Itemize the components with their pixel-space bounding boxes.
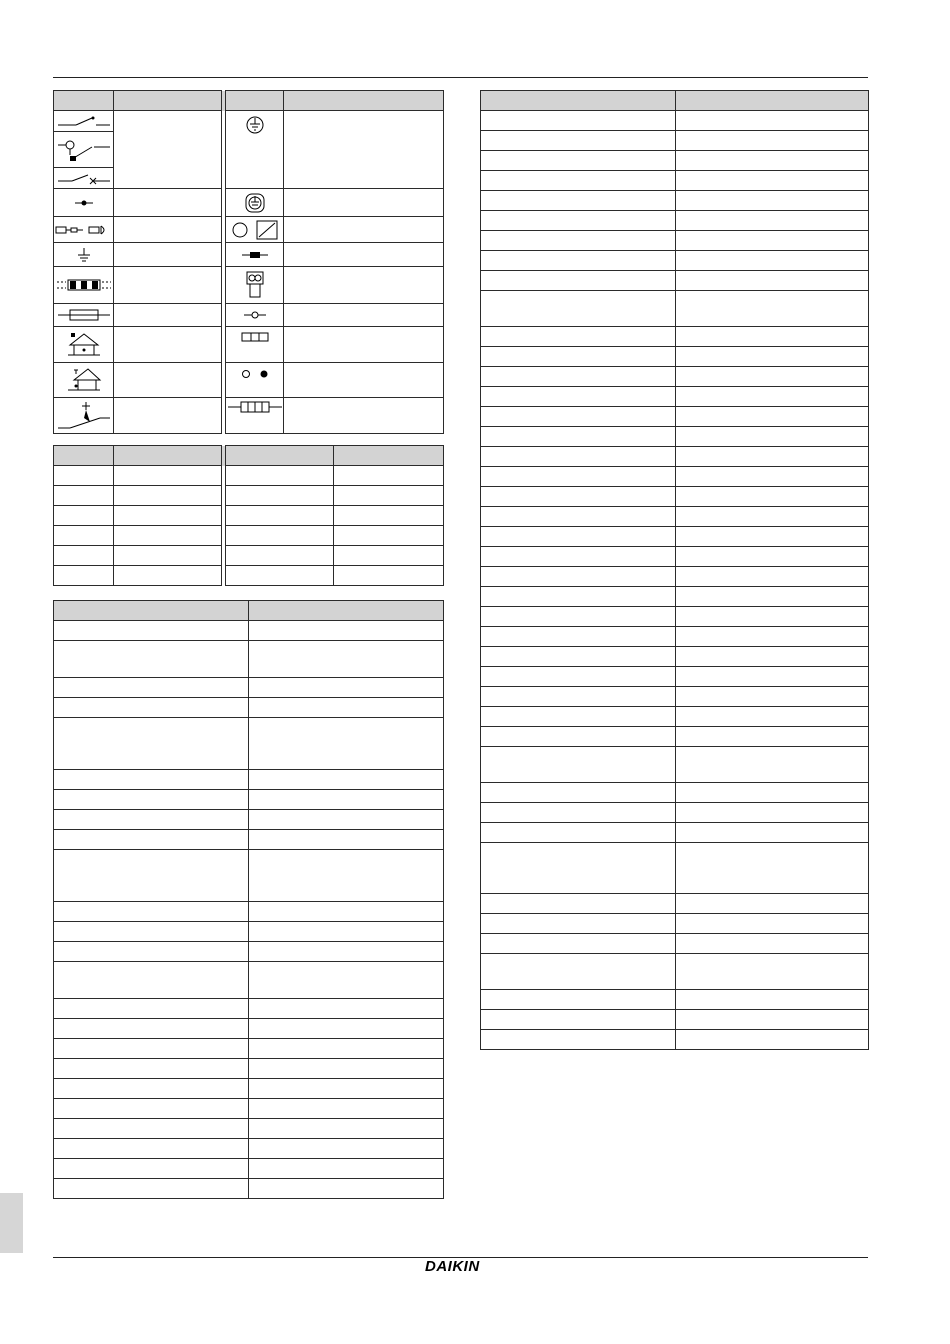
table-row [481,467,869,487]
table-row [481,367,869,387]
table-row [54,902,444,922]
table-row [54,718,444,770]
table-row [54,770,444,790]
terminal-strip-icon [240,331,270,343]
daikin-logo: DAIKIN [425,1258,480,1275]
table-row [54,506,444,526]
table-row [54,830,444,850]
table-row [54,466,444,486]
table-row [481,1030,869,1050]
table-row [481,191,869,211]
table-row [54,641,444,678]
table-row [54,850,444,902]
table-row [54,1179,444,1199]
table-row [54,304,444,327]
table-row [481,507,869,527]
table-row [481,271,869,291]
connector-icon [55,224,113,236]
table-row [54,621,444,641]
table-row [481,914,869,934]
table-row [54,1039,444,1059]
table-row [54,790,444,810]
current-device-icon [56,400,112,432]
noiseless-earth-icon [244,192,266,214]
table-row [54,1099,444,1119]
legend-table-left [53,600,444,1199]
table-row [54,962,444,999]
table-row [54,1159,444,1179]
table-header-row [54,91,444,111]
table-row [481,547,869,567]
table-row [481,843,869,894]
table-row [481,1010,869,1030]
header-rule [53,77,868,78]
table-row [481,783,869,803]
table-row [481,427,869,447]
table-row [54,922,444,942]
table-row [481,291,869,327]
table-header-row [54,446,444,466]
table-row [54,566,444,586]
table-row [54,189,444,217]
connection-point-icon [69,198,99,208]
table-row [54,1139,444,1159]
table-row [481,347,869,367]
table-row [481,747,869,783]
switch-open-icon [56,114,112,128]
terminal-block-icon [227,400,283,414]
table-row [54,810,444,830]
table-row [54,486,444,506]
table-row [481,707,869,727]
table-row [54,363,444,398]
table-row [481,567,869,587]
color-table [53,445,444,586]
table-row [54,546,444,566]
table-row [481,131,869,151]
table-row [481,327,869,347]
outdoor-unit-icon [66,366,102,394]
table-row [54,678,444,698]
table-row [481,387,869,407]
table-row [54,999,444,1019]
table-row [481,487,869,507]
table-row [54,698,444,718]
table-row [481,823,869,843]
table-row [481,647,869,667]
table-row [481,687,869,707]
table-row [54,243,444,267]
circuit-breaker-icon [56,171,112,185]
table-row [54,942,444,962]
table-row [481,627,869,647]
table-row [481,990,869,1010]
indoor-unit-icon [66,331,102,359]
terminal-dot-icon [238,367,272,381]
table-row [54,217,444,243]
table-row [481,587,869,607]
pushbutton-switch-icon [56,135,112,165]
table-row [481,407,869,427]
table-row [54,526,444,546]
wire-joint-icon [242,310,268,320]
legend-table-right [480,90,869,1050]
table-row [481,607,869,627]
table-row [54,327,444,363]
table-row [54,1019,444,1039]
table-row [481,151,869,171]
table-row [481,803,869,823]
table-row [54,398,444,434]
fuse-icon [56,308,112,322]
table-row [481,527,869,547]
terminal-connector-icon [244,270,266,300]
wire-harness-icon [56,278,112,292]
table-header-row [54,601,444,621]
symbols-table [53,90,444,434]
connection-icon [240,250,270,260]
table-row [481,667,869,687]
table-header-row [481,91,869,111]
table-row [481,231,869,251]
protective-earth-icon [245,115,265,137]
table-row [481,934,869,954]
table-row [481,111,869,131]
table-row [54,1059,444,1079]
ground-icon [76,247,92,263]
table-row [54,267,444,304]
table-row [54,1119,444,1139]
table-row [481,894,869,914]
table-row [481,727,869,747]
table-row [481,447,869,467]
field-wiring-icon [229,219,281,241]
side-tab [0,1193,23,1253]
table-row [481,954,869,990]
table-row [54,111,444,132]
table-row [54,1079,444,1099]
table-row [481,171,869,191]
table-row [481,251,869,271]
table-row [481,211,869,231]
